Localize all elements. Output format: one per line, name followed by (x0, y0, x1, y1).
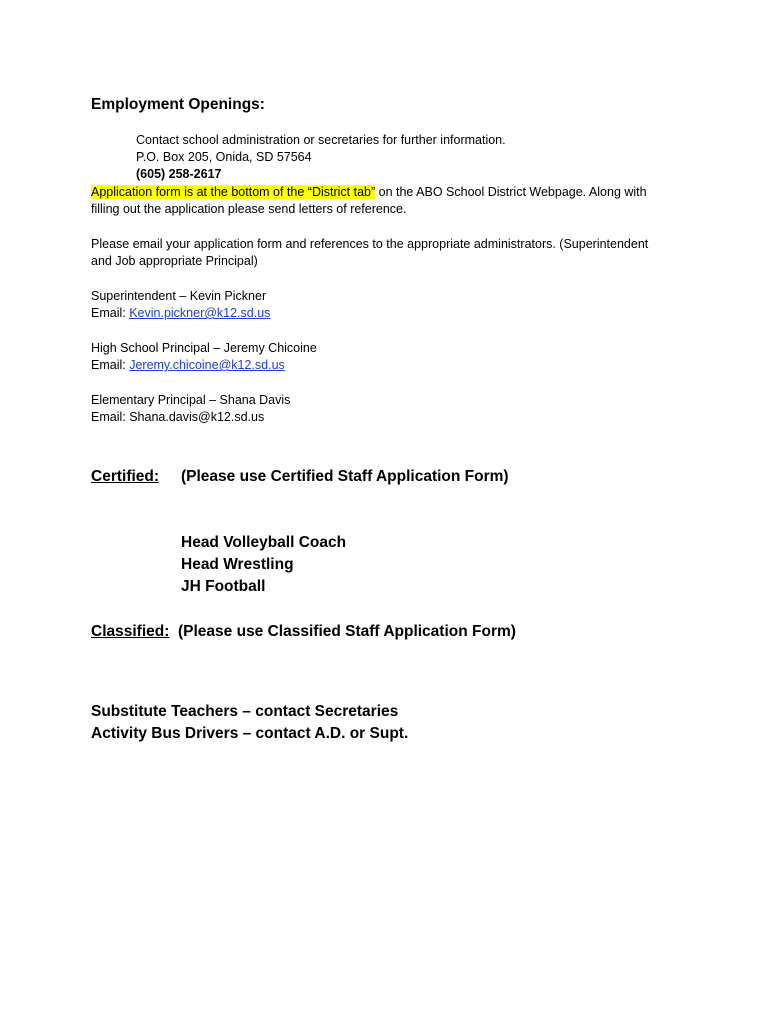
application-highlight: Application form is at the bottom of the “District tab” (91, 185, 376, 199)
classified-heading: Classified: (91, 623, 170, 640)
certified-note: (Please use Certified Staff Application Form) (181, 468, 509, 485)
phone-number: (605) 258-2617 (136, 167, 222, 181)
certified-heading: Certified: (91, 468, 160, 485)
bus-drivers-line: Activity Bus Drivers – contact A.D. or Supt. (91, 725, 409, 742)
hs-principal-email-link[interactable]: Jeremy.chicoine@k12.sd.us (129, 358, 285, 372)
hs-principal-email-line (91, 357, 285, 374)
certified-position: JH Football (181, 578, 266, 595)
email-label: Email: (91, 306, 130, 320)
email-instructions-line-1: Please email your application form and references to the appropriate administrators. (Superintendent (91, 237, 649, 251)
contact-info-line: Contact school administration or secretaries for further information. (136, 133, 506, 147)
email-instructions-line-2: and Job appropriate Principal) (91, 254, 258, 268)
classified-line (91, 623, 516, 641)
email-label: Email: (91, 358, 130, 372)
substitute-teachers-line: Substitute Teachers – contact Secretaries (91, 703, 399, 720)
superintendent-email-line (91, 305, 270, 322)
hs-principal-title: High School Principal – Jeremy Chicoine (91, 341, 317, 355)
application-rest: on the ABO School District Webpage. Along with (375, 185, 647, 199)
elementary-principal-email-line (91, 409, 264, 426)
superintendent-email-link[interactable]: Kevin.pickner@k12.sd.us (129, 306, 271, 320)
superintendent-title: Superintendent – Kevin Pickner (91, 289, 267, 303)
elementary-principal-email: Shana.davis@k12.sd.us (129, 410, 265, 424)
application-line (91, 184, 647, 201)
application-line-2: filling out the application please send letters of reference. (91, 202, 407, 216)
classified-note: (Please use Classified Staff Application Form) (169, 623, 516, 640)
certified-position: Head Volleyball Coach (181, 534, 347, 551)
address-line: P.O. Box 205, Onida, SD 57564 (136, 150, 312, 164)
page-title: Employment Openings: (91, 96, 265, 113)
email-label: Email: (91, 410, 130, 424)
elementary-principal-title: Elementary Principal – Shana Davis (91, 393, 291, 407)
certified-position: Head Wrestling (181, 556, 294, 573)
